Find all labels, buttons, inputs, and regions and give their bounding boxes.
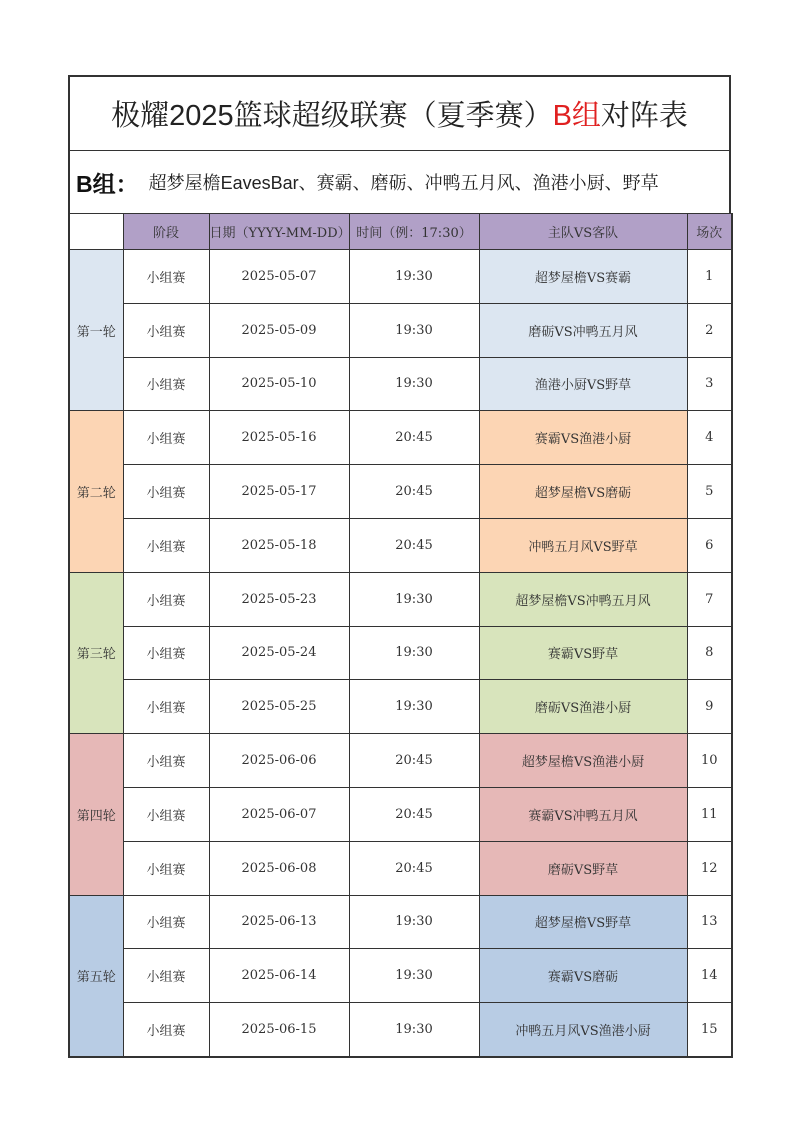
date-cell: 2025-05-16 — [209, 411, 349, 465]
match-number-cell: 14 — [687, 949, 732, 1003]
stage-cell: 小组赛 — [123, 787, 209, 841]
match-number-cell: 5 — [687, 465, 732, 519]
table-row — [69, 518, 732, 572]
header-date: 日期（YYYY-MM-DD） — [209, 214, 349, 250]
time-cell: 20:45 — [349, 518, 479, 572]
date-cell: 2025-05-18 — [209, 518, 349, 572]
match-cell: 冲鸭五月风VS野草 — [479, 518, 687, 572]
match-cell: 冲鸭五月风VS渔港小厨 — [479, 1003, 687, 1057]
date-cell: 2025-05-25 — [209, 680, 349, 734]
table-row — [69, 841, 732, 895]
stage-cell: 小组赛 — [123, 303, 209, 357]
time-cell: 19:30 — [349, 680, 479, 734]
table-row — [69, 787, 732, 841]
match-number-cell: 13 — [687, 895, 732, 949]
stage-cell: 小组赛 — [123, 518, 209, 572]
header-row — [69, 214, 732, 250]
stage-cell: 小组赛 — [123, 680, 209, 734]
match-number-cell: 2 — [687, 303, 732, 357]
table-row — [69, 680, 732, 734]
time-cell: 20:45 — [349, 841, 479, 895]
stage-cell: 小组赛 — [123, 465, 209, 519]
date-cell: 2025-05-24 — [209, 626, 349, 680]
schedule-table — [68, 213, 733, 1058]
match-cell: 超梦屋檐VS野草 — [479, 895, 687, 949]
group-info — [68, 151, 731, 213]
match-cell: 赛霸VS野草 — [479, 626, 687, 680]
stage-cell: 小组赛 — [123, 250, 209, 304]
table-row — [69, 411, 732, 465]
title-tail: 对阵表 — [600, 100, 688, 132]
match-number-cell: 12 — [687, 841, 732, 895]
stage-cell: 小组赛 — [123, 841, 209, 895]
stage-cell: 小组赛 — [123, 895, 209, 949]
match-cell: 渔港小厨VS野草 — [479, 357, 687, 411]
date-cell: 2025-05-09 — [209, 303, 349, 357]
time-cell: 19:30 — [349, 949, 479, 1003]
match-number-cell: 7 — [687, 572, 732, 626]
stage-cell: 小组赛 — [123, 626, 209, 680]
round-cell: 第三轮 — [69, 572, 123, 733]
time-cell: 19:30 — [349, 357, 479, 411]
date-cell: 2025-06-13 — [209, 895, 349, 949]
date-cell: 2025-05-07 — [209, 250, 349, 304]
time-cell: 20:45 — [349, 411, 479, 465]
table-row — [69, 895, 732, 949]
match-cell: 超梦屋檐VS磨砺 — [479, 465, 687, 519]
time-cell: 20:45 — [349, 734, 479, 788]
match-cell: 赛霸VS冲鸭五月风 — [479, 787, 687, 841]
date-cell: 2025-06-14 — [209, 949, 349, 1003]
time-cell: 19:30 — [349, 895, 479, 949]
match-number-cell: 9 — [687, 680, 732, 734]
table-row — [69, 1003, 732, 1057]
schedule-sheet — [68, 75, 731, 1058]
match-cell: 超梦屋檐VS渔港小厨 — [479, 734, 687, 788]
table-row — [69, 949, 732, 1003]
time-cell: 19:30 — [349, 1003, 479, 1057]
time-cell: 19:30 — [349, 303, 479, 357]
match-cell: 赛霸VS磨砺 — [479, 949, 687, 1003]
stage-cell: 小组赛 — [123, 1003, 209, 1057]
header-blank — [69, 214, 123, 250]
match-number-cell: 10 — [687, 734, 732, 788]
date-cell: 2025-06-08 — [209, 841, 349, 895]
date-cell: 2025-05-17 — [209, 465, 349, 519]
date-cell: 2025-05-10 — [209, 357, 349, 411]
group-teams: 超梦屋檐EavesBar、赛霸、磨砺、冲鸭五月风、渔港小厨、野草 — [148, 173, 659, 193]
table-row — [69, 250, 732, 304]
title-main: 极耀2025篮球超级联赛（夏季赛） — [111, 100, 553, 132]
round-cell: 第五轮 — [69, 895, 123, 1057]
table-row — [69, 626, 732, 680]
match-number-cell: 15 — [687, 1003, 732, 1057]
group-label: B组： — [76, 170, 139, 197]
page-title — [68, 75, 731, 151]
round-cell: 第二轮 — [69, 411, 123, 572]
stage-cell: 小组赛 — [123, 411, 209, 465]
match-cell: 超梦屋檐VS冲鸭五月风 — [479, 572, 687, 626]
time-cell: 20:45 — [349, 465, 479, 519]
header-match: 主队VS客队 — [479, 214, 687, 250]
match-number-cell: 11 — [687, 787, 732, 841]
table-row — [69, 572, 732, 626]
match-cell: 赛霸VS渔港小厨 — [479, 411, 687, 465]
header-stage: 阶段 — [123, 214, 209, 250]
title-group: B组 — [552, 100, 601, 132]
stage-cell: 小组赛 — [123, 572, 209, 626]
match-number-cell: 8 — [687, 626, 732, 680]
time-cell: 19:30 — [349, 250, 479, 304]
match-cell: 磨砺VS渔港小厨 — [479, 680, 687, 734]
date-cell: 2025-06-15 — [209, 1003, 349, 1057]
match-cell: 超梦屋檐VS赛霸 — [479, 250, 687, 304]
stage-cell: 小组赛 — [123, 949, 209, 1003]
table-row — [69, 357, 732, 411]
stage-cell: 小组赛 — [123, 734, 209, 788]
table-row — [69, 734, 732, 788]
match-number-cell: 4 — [687, 411, 732, 465]
date-cell: 2025-06-06 — [209, 734, 349, 788]
stage-cell: 小组赛 — [123, 357, 209, 411]
table-row — [69, 303, 732, 357]
round-cell: 第四轮 — [69, 734, 123, 895]
header-num: 场次 — [687, 214, 732, 250]
time-cell: 20:45 — [349, 787, 479, 841]
date-cell: 2025-06-07 — [209, 787, 349, 841]
match-number-cell: 3 — [687, 357, 732, 411]
header-time: 时间（例：17:30） — [349, 214, 479, 250]
match-cell: 磨砺VS野草 — [479, 841, 687, 895]
match-number-cell: 6 — [687, 518, 732, 572]
round-cell: 第一轮 — [69, 250, 123, 411]
time-cell: 19:30 — [349, 572, 479, 626]
match-number-cell: 1 — [687, 250, 732, 304]
date-cell: 2025-05-23 — [209, 572, 349, 626]
match-cell: 磨砺VS冲鸭五月风 — [479, 303, 687, 357]
table-row — [69, 465, 732, 519]
time-cell: 19:30 — [349, 626, 479, 680]
